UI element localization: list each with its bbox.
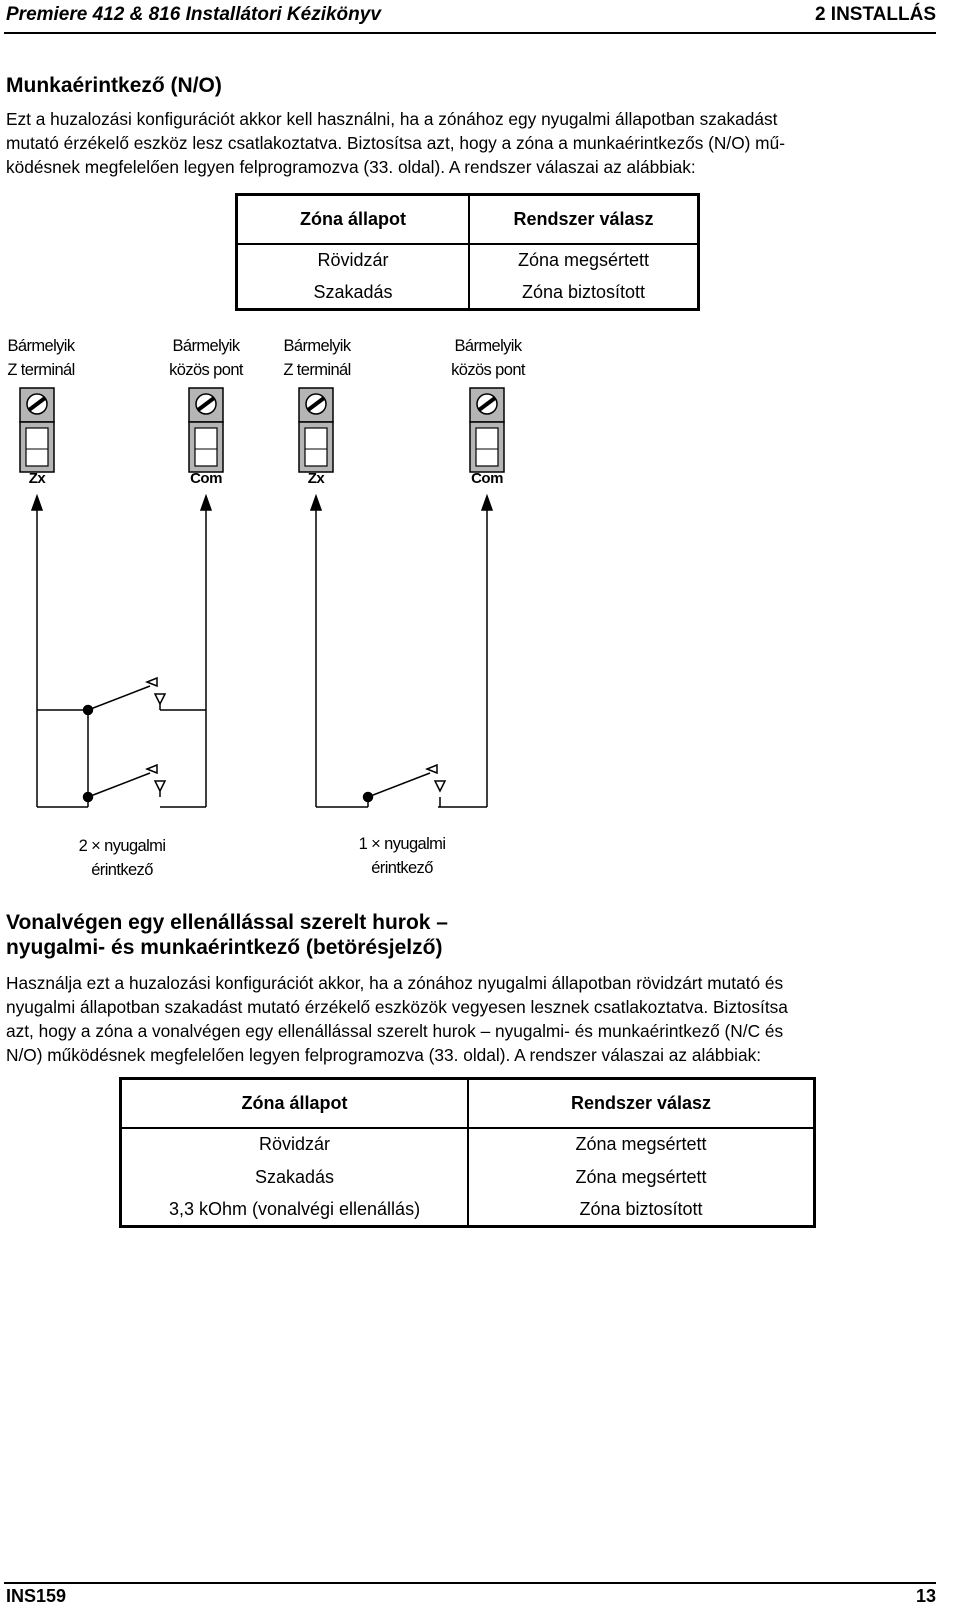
paragraph-line: azt, hogy a zóna a vonalvégen egy ellenállással szerelt hurok – nyugalmi- és munkaérintkező (N/C és — [6, 1021, 784, 1041]
terminal-label-com-1: Bármelyik közös pont — [169, 337, 243, 379]
manual-title: Premiere 412 & 816 Installátori Kézikönyv — [6, 4, 381, 25]
terminal-block-com-1 — [189, 388, 223, 472]
table-cell: Rövidzár — [121, 1128, 469, 1161]
caption-two-contacts: 2 × nyugalmi érintkező — [78, 837, 166, 879]
section2-paragraph — [6, 971, 930, 1067]
terminal-block-zx-1 — [20, 388, 54, 472]
table-header: Rendszer válasz — [468, 1079, 815, 1128]
paragraph-line: nyugalmi állapotban szakadást mutató érzékelő eszközök vegyesen lesznek csatlakoztatva. Biztosítsa — [6, 997, 788, 1017]
terminal-code: Zx — [307, 470, 325, 487]
table-row — [121, 1194, 815, 1227]
terminal-block-zx-2 — [299, 388, 333, 472]
terminal-code: Zx — [28, 470, 46, 487]
table-cell: Rövidzár — [237, 244, 470, 277]
paragraph-line: ködésnek megfelelően legyen felprogramozva (33. oldal). A rendszer válaszai az alábbiak: — [6, 157, 696, 177]
wiring-diagram — [0, 380, 600, 840]
zone-response-table-no — [235, 193, 700, 311]
nc-contact-single — [316, 765, 487, 807]
table-row — [237, 244, 699, 277]
document-id: INS159 — [6, 1586, 67, 1606]
arrow-up-icon — [32, 496, 42, 510]
table-row — [121, 1161, 815, 1194]
page-number: 13 — [915, 1586, 936, 1606]
paragraph-line: Használja ezt a huzalozási konfigurációt akkor, ha a zónához nyugalmi állapotban rövidzárt mutató és — [6, 973, 784, 993]
terminal-label-com-2: Bármelyik közös pont — [451, 337, 525, 379]
terminal-label-zx-2: Bármelyik Z terminál — [283, 337, 351, 379]
table-cell: Szakadás — [237, 277, 470, 310]
paragraph-line: Ezt a huzalozási konfigurációt akkor kell használni, ha a zónához egy nyugalmi állapotban szakadást — [6, 109, 778, 129]
arrow-up-icon — [482, 496, 492, 510]
table-row — [121, 1128, 815, 1161]
table-header: Zóna állapot — [237, 195, 470, 244]
table-cell: Szakadás — [121, 1161, 469, 1194]
zone-response-table-eol — [119, 1077, 816, 1228]
table-header: Zóna állapot — [121, 1079, 469, 1128]
table-cell: Zóna biztosított — [468, 1194, 815, 1227]
terminal-code: Com — [190, 470, 222, 487]
terminal-code: Com — [471, 470, 503, 487]
table-header: Rendszer válasz — [469, 195, 699, 244]
paragraph-line: N/O) működésnek megfelelően legyen felprogramozva (33. oldal). A rendszer válaszai az alábbiak: — [6, 1045, 762, 1065]
header-divider — [4, 32, 936, 34]
section-heading-eol: Vonalvégen egy ellenállással szerelt hurok – nyugalmi- és munkaérintkező (betörésjelző) — [6, 911, 448, 959]
terminal-label-zx-1: Bármelyik Z terminál — [7, 337, 75, 379]
nc-contacts-parallel — [37, 678, 206, 807]
table-cell: Zóna megsértett — [468, 1161, 815, 1194]
section1-paragraph — [6, 107, 930, 179]
paragraph-line: mutató érzékelő eszköz lesz csatlakoztatva. Biztosítsa azt, hogy a zóna a munkaérintkezős (N/O) mű- — [6, 133, 785, 153]
arrow-up-icon — [201, 496, 211, 510]
terminal-block-com-2 — [470, 388, 504, 472]
footer-divider — [4, 1582, 936, 1584]
table-cell: Zóna biztosított — [469, 277, 699, 310]
arrow-up-icon — [311, 496, 321, 510]
table-cell: 3,3 kOhm (vonalvégi ellenállás) — [121, 1194, 469, 1227]
chapter-title: 2 INSTALLÁS — [814, 4, 936, 25]
section-heading-no: Munkaérintkező (N/O) — [6, 74, 222, 97]
caption-one-contact: 1 × nyugalmi érintkező — [358, 835, 446, 877]
table-cell: Zóna megsértett — [469, 244, 699, 277]
table-row — [237, 277, 699, 310]
table-cell: Zóna megsértett — [468, 1128, 815, 1161]
